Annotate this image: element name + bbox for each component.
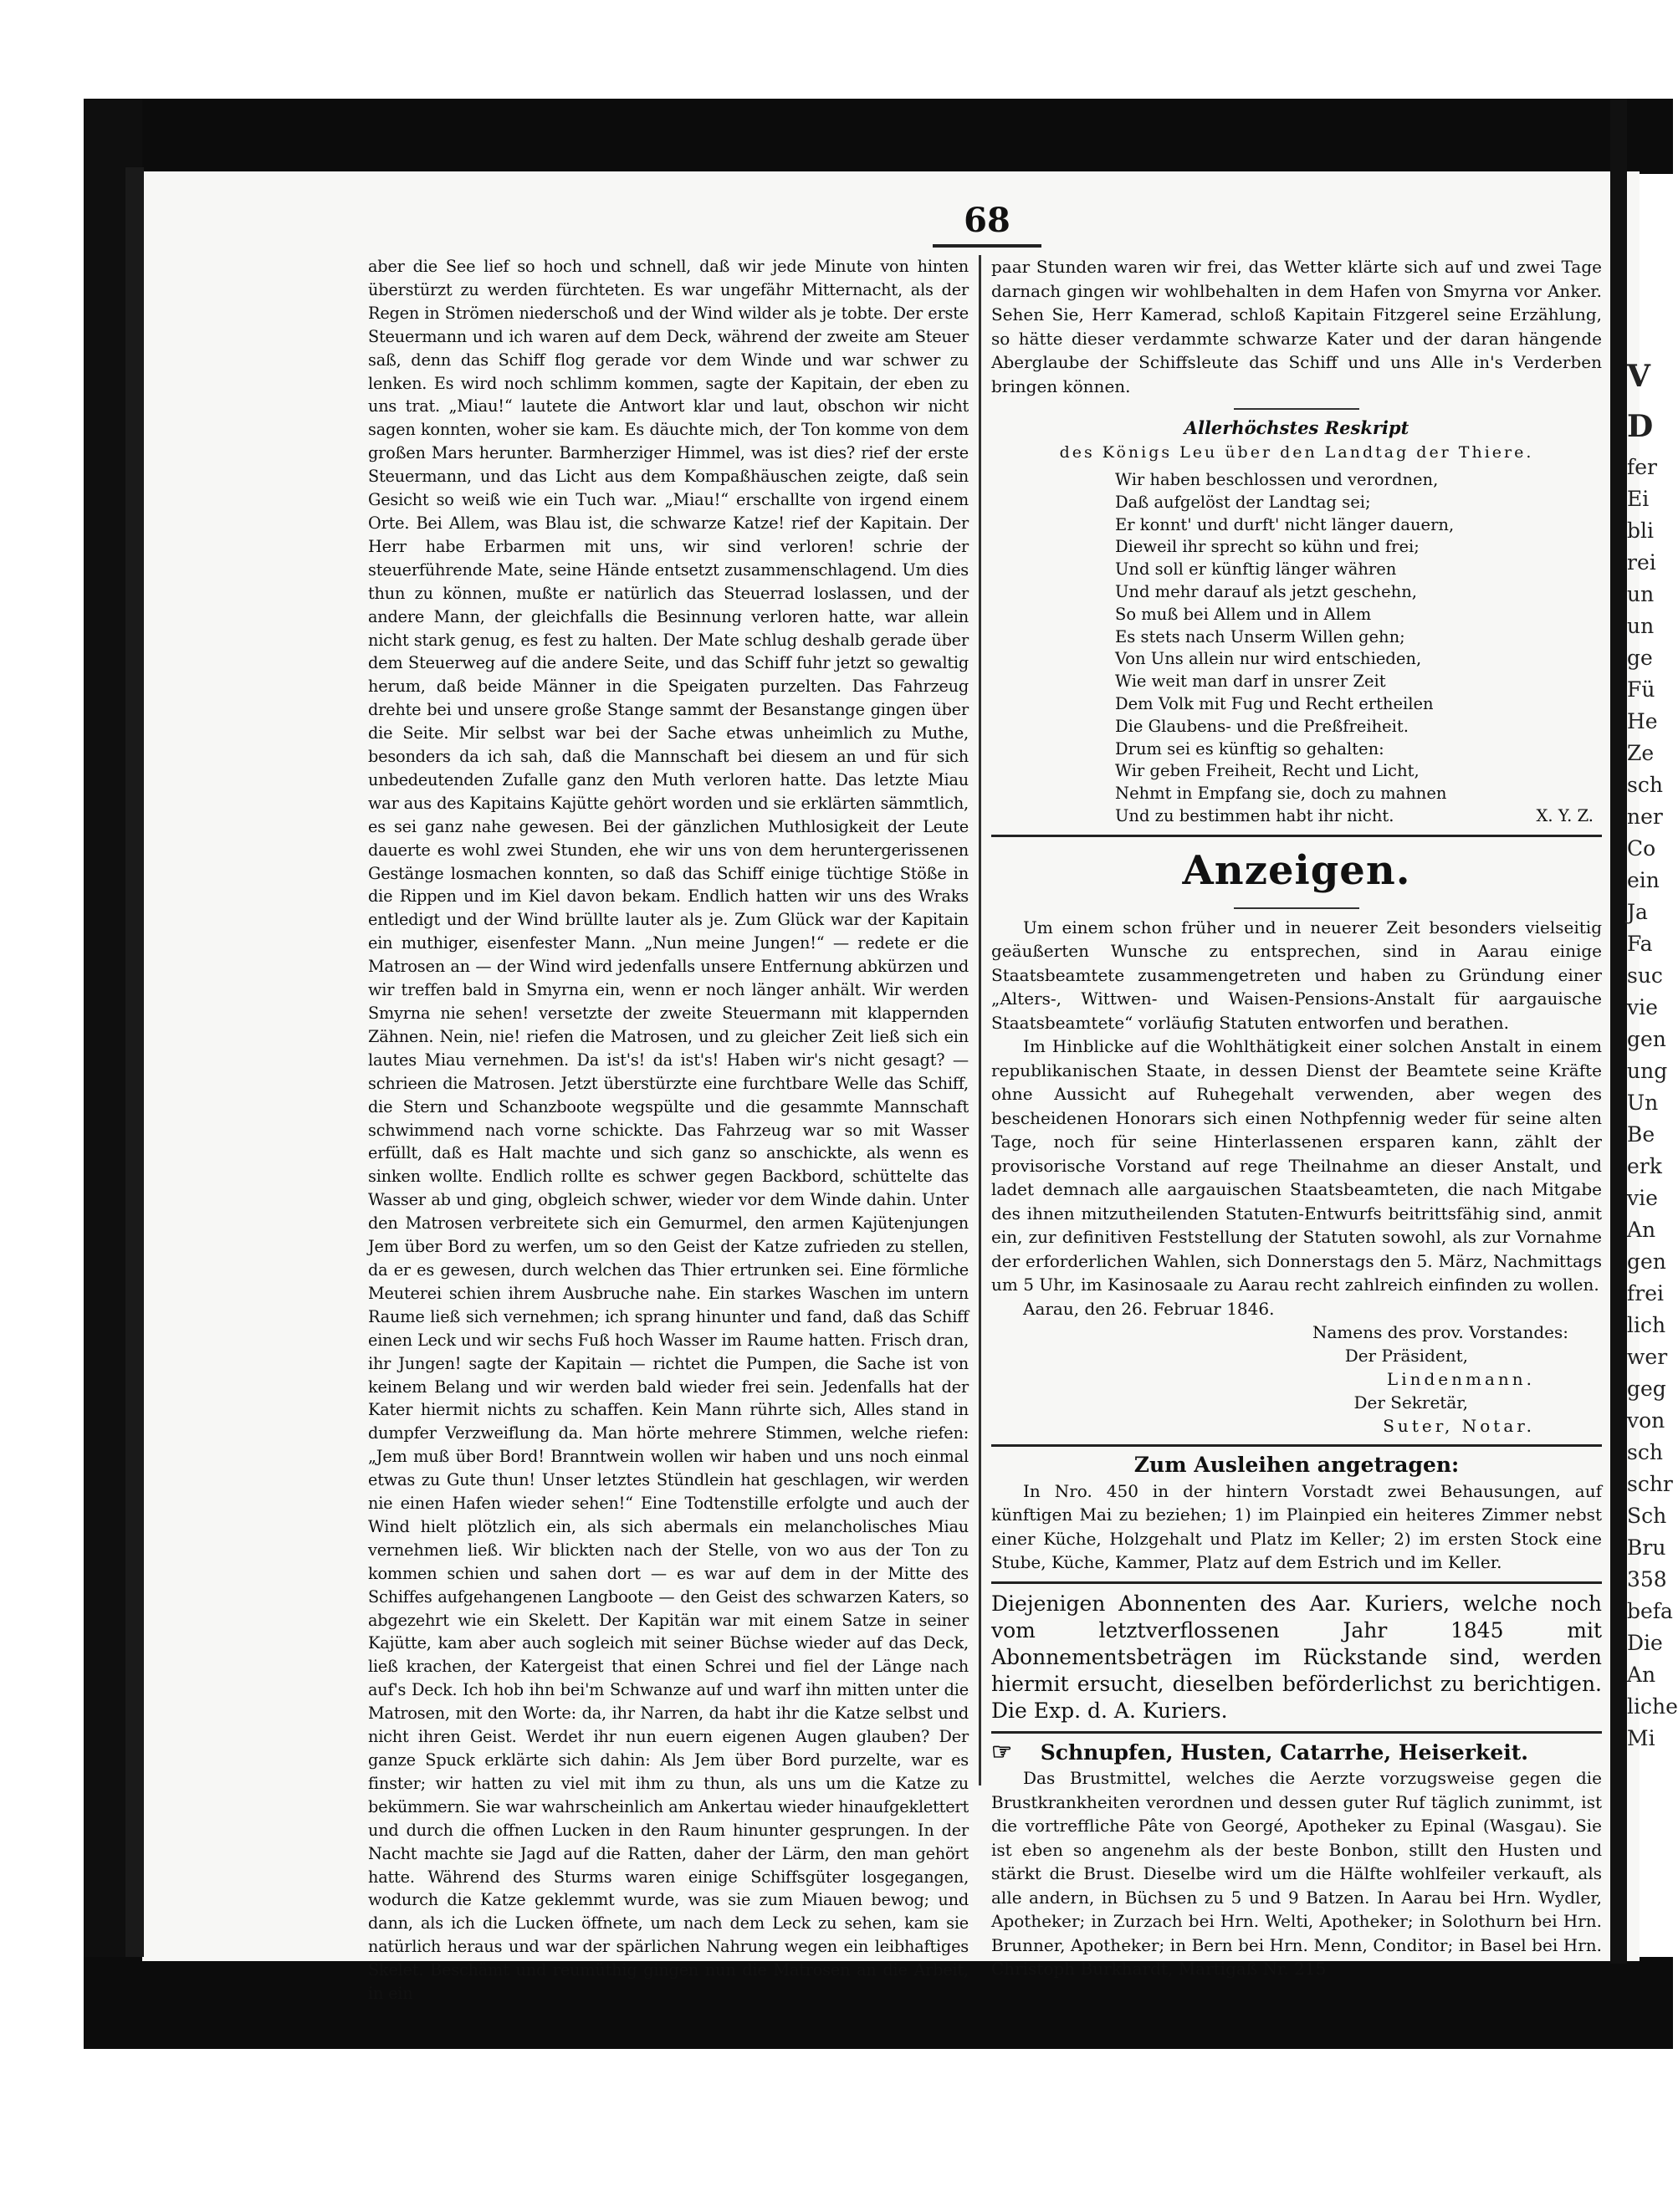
poem-line: Nehmt in Empfang sie, doch zu mahnen: [1115, 784, 1447, 804]
poem-line: Und zu bestimmen habt ihr nicht.: [1115, 805, 1394, 825]
reskript-subtitle: des Königs Leu über den Landtag der Thiere.: [1059, 442, 1534, 462]
neighbor-fragment: geg: [1627, 1377, 1666, 1401]
section-rule: [1234, 907, 1359, 909]
book-edge: [125, 167, 144, 1957]
anzeige-paragraph-1: Um einem schon früher und in neuerer Zeit besonders vielseitig geäußerten Wunsche zu entsprechen, sind in Aarau einige Staatsbeamtete zusammengetreten und haben zu Gründung einer „Alters-, Wittwen- und Waisen-Pensions-Anstalt für aargauische Staatsbeamtete“ vorläufig Statuten entworfen und berathen.: [991, 917, 1602, 1033]
pointing-hand-icon: ☞: [991, 1737, 1013, 1765]
section-rule: [991, 1731, 1602, 1734]
section-rule: [1234, 408, 1359, 410]
neighbor-fragment: ein: [1627, 868, 1660, 892]
page-number: 68: [964, 201, 1010, 240]
section-rule: [991, 835, 1602, 837]
reskript-title: Allerhöchstes Reskript: [1184, 417, 1409, 438]
neighbor-fragment: Ja: [1627, 900, 1648, 924]
neighbor-fragment: V: [1627, 359, 1650, 394]
ausleihen-heading: Zum Ausleihen angetragen:: [1133, 1453, 1460, 1478]
ad-title-text: Schnupfen, Husten, Catarrhe, Heiserkeit.: [1040, 1739, 1528, 1765]
neighbor-fragment: Fa: [1627, 932, 1653, 956]
neighbor-fragment: Co: [1627, 836, 1656, 861]
signature-line: Der Präsident,: [1344, 1346, 1468, 1367]
neighbor-fragment: Die: [1627, 1631, 1663, 1655]
poem-line: Wir haben beschlossen und verordnen,: [1115, 470, 1439, 489]
poem-line: Wie weit man darf in unsrer Zeit: [1115, 672, 1386, 692]
neighbor-fragment: Ze: [1627, 741, 1655, 765]
scan-top-margin: [0, 0, 1673, 100]
poem-line: Die Glaubens- und die Preßfreiheit.: [1115, 716, 1409, 736]
signature-line: Lindenmann.: [1386, 1369, 1535, 1390]
neighbor-fragment: rei: [1627, 550, 1656, 575]
neighbor-fragment: vie: [1627, 995, 1658, 1019]
neighbor-fragment: An: [1627, 1663, 1656, 1687]
right-column: [991, 255, 1602, 1980]
neighbor-fragment: Un: [1627, 1091, 1659, 1115]
anzeigen-heading: Anzeigen.: [1182, 846, 1411, 894]
neighbor-fragment: fer: [1627, 455, 1657, 479]
poem-line: Von Uns allein nur wird entschieden,: [1115, 649, 1422, 669]
ausleihen-text: In Nro. 450 in der hintern Vorstadt zwei Behausungen, auf künftigen Mai zu beziehen; 1) im Plainpied ein heiteres Zimmer nebst einer Küche, Holzgehalt und Platz im Keller; 2) im ersten Stock eine Stube, Küche, Kammer, Platz auf dem Estrich und im Keller.: [991, 1480, 1602, 1573]
neighbor-fragment: 358: [1627, 1567, 1667, 1591]
neighbor-fragment: liche: [1627, 1694, 1678, 1719]
neighbor-fragment: erk: [1627, 1154, 1662, 1178]
poem-line: So muß bei Allem und in Allem: [1115, 604, 1372, 624]
neighbor-fragment: befa: [1627, 1599, 1673, 1623]
neighbor-fragment: schr: [1627, 1472, 1673, 1496]
neighbor-fragment: vie: [1627, 1186, 1658, 1210]
ad-heading: [991, 1737, 1602, 1765]
neighbor-fragment: sch: [1627, 1440, 1663, 1464]
neighbor-fragment: von: [1627, 1408, 1665, 1433]
left-column-story: [368, 255, 969, 2004]
neighbor-fragment: Sch: [1627, 1504, 1667, 1528]
story-ending: paar Stunden waren wir frei, das Wetter klärte sich auf und zwei Tage darnach gingen wir wohlbehalten in dem Hafen von Smyrna vor Anker. Sehen Sie, Herr Kamerad, schloß Kapitain Fitzgerel seine Erzählung, so hätte dieser verdammte schwarze Kater und der daran hängende Aberglaube der Schiffsleute das Schiff und uns Alle in's Verderben bringen können.: [991, 257, 1602, 396]
page-number-rule: [933, 244, 1041, 248]
neighbor-fragment: gen: [1627, 1249, 1666, 1274]
poem-line: Drum sei es künftig so gehalten:: [1115, 738, 1384, 759]
poem-line: Und mehr darauf als jetzt geschehn,: [1115, 581, 1417, 601]
story-paragraph: aber die See lief so hoch und schnell, daß wir jede Minute von hinten überstürzt zu werden fürchteten. Es war ungefähr Mitternacht, als der Regen in Strömen niederschoß und der Wind wilder als je tobte. Der erste Steuermann und ich waren auf dem Deck, während der zweite am Steuer saß, denn das Schiff flog gerade vor dem Winde und war schwer zu lenken. Es wird noch schlimm kommen, sagte der Kapitain, der eben zu uns trat. „Miau!“ lautete die Antwort klar und laut, obschon wir nicht sagen konnten, woher sie kam. Es däuchte mich, der Ton komme von dem großen Mars herunter. Barmherziger Himmel, was ist dies? rief der erste Steuermann, und das Licht aus dem Kompaßhäuschen zeigte, daß sein Gesicht so weiß wie ein Tuch war. „Miau!“ erschallte von irgend einem Orte. Bei Allem, was Blau ist, die schwarze Katze! rief der Kapitain. Der Herr habe Erbarmen mit uns, wir sind verloren! schrie der steuerführende Mate, seine Hände entsetzt zusammenschlagend. Um dies thun zu können, mußte er natürlich das Steuerrad loslassen, und der andere Mann, der gleichfalls die Besinnung verloren hatte, war allein nicht stark genug, es fest zu halten. Der Mate schlug deshalb gerade über dem Steuerweg auf die andere Seite, und das Schiff fuhr jetzt so gewaltig herum, daß beide Männer in die Speigaten purzelten. Das Fahrzeug drehte bei und unsere große Stange sammt der Besanstange gingen über die Seite. Mir selbst war bei der Sache etwas unheimlich zu Muthe, besonders da ich sah, daß die Mannschaft bei diesem an und für sich unbedeutenden Zufalle ganz den Muth verloren hatte. Das letzte Miau war aus des Kapitains Kajütte gehört worden und sie erklärten sämmtlich, es sei ganz nahe gewesen. Bei der gänzlichen Muthlosigkeit der Leute dauerte es wohl zwei Stunden, ehe wir uns von dem heruntergerissenen Gestänge losmachen konnten, so daß das Schiff einige tüchtige Stöße in die Rippen und im Kiel davon bekam. Endlich hatten wir uns des Wraks entledigt und der Wind brüllte lauter als je. Zum Glück war der Kapitain ein muthiger, eisenfester Mann. „Nun meine Jungen!“ — redete er die Matrosen an — der Wind wird jedenfalls unsere Entfernung abkürzen und wir treffen bald in Smyrna ein, wenn er noch länger anhält. Wir werden Smyrna nie sehen! versetzte der zweite Steuermann mit klappernden Zähnen. Nein, nie! riefen die Matrosen, und zu gleicher Zeit ließ sich ein lautes Miau vernehmen. Da ist's! da ist's! Haben wir's nicht gesagt? — schrieen die Matrosen. Jetzt überstürzte eine furchtbare Welle das Schiff, die Stern und Schanzboote wegspülte und die gesammte Mannschaft schwimmend nach vorne schickte. Das Fahrzeug war so mit Wasser erfüllt, daß es Halt machte und sich ganz so anschickte, als wenn es sinken wollte. Endlich rollte es schwer gegen Backbord, schüttelte das Wasser ab und ging, obgleich schwer, wieder vor dem Winde dahin. Unter den Matrosen verbreitete sich ein Gemurmel, den armen Kajütenjungen Jem über Bord zu werfen, um so den Geist der Katze zufrieden zu stellen, da er es gewesen, durch welchen das Thier ertrunken sei. Eine förmliche Meuterei schien ihrem Ausbruche nahe. Ein starkes Waschen im untern Raume ließ sich vernehmen; ich sprang hinunter und fand, daß das Schiff einen Leck und wir sechs Fuß hoch Wasser im Raume hatten. Frisch dran, ihr Jungen! sagte der Kapitain — richtet die Pumpen, die Sache ist von keinem Belang und wir werden bald wieder frei sein. Jedenfalls hat der Kater hiermit nichts zu schaffen. Kein Mann rührte sich, Alles stand in dumpfer Verzweiflung da. Man hörte mehrere Stimmen, welche riefen: „Jem muß über Bord! Branntwein wollen wir haben und uns noch einmal etwas zu Gute thun! Unser letztes Stündlein hat geschlagen, wir werden nie einen Hafen wieder sehen!“ Eine Todtenstille erfolgte und auch der Wind hielt plötzlich ein, als sich abermals ein melancholisches Miau vernehmen ließ. Wir blickten nach der Stelle, von wo aus der Ton zu kommen schien und sahen dort — es war auf dem in der Mitte des Schiffes aufgehangenen Langboote — den Geist des schwarzen Katers, so abgezehrt wie ein Skelett. Der Kapitän war mit einem Satze in seiner Kajütte, kam aber auch sogleich mit seiner Büchse wieder auf das Deck, ließ krachen, der Katergeist that einen Schrei und fiel der Länge nach auf's Deck. Ich hob ihn bei'm Schwanze auf und warf ihn mitten unter die Matrosen, mit den Worte: da, ihr Narren, da habt ihr die Katze selbst und nicht ihren Geist. Werdet ihr nun euern eigenen Augen glauben? Der ganze Spuck erklärte sich dahin: Als Jem über Bord purzelte, war es finster; wir hatten zu viel mit ihm zu thun, als uns um die Katze zu bekümmern. Sie war wahrscheinlich am Ankertau wieder hinaufgeklettert und durch die offnen Lucken in den Raum hinunter gesprungen. In der Nacht machte sie Jagd auf die Ratten, daher der Lärm, den man gehört hatte. Während des Sturms waren einige Schiffsgüter losgegangen, wodurch die Katze geklemmt wurde, was sie zum Miauen bewog; und dann, als ich die Lucken öffnete, um nach dem Leck zu sehen, kam sie natürlich heraus und war der spärlichen Nahrung wegen ein leibhaftiges Skelet. Beschämt und reumüthig gingen nun die Matrosen an die Arbeit, in ein: [368, 257, 969, 2004]
signature-line: Der Sekretär,: [1353, 1392, 1468, 1413]
neighbor-fragment: An: [1627, 1218, 1656, 1242]
abonnenten-notice: [991, 1591, 1602, 1724]
poem-line: Er konnt' und durft' nicht länger dauern,: [1115, 514, 1455, 534]
neighbor-fragment: bli: [1627, 519, 1654, 543]
neighbor-fragment: Ei: [1627, 487, 1650, 511]
anzeige-date: Aarau, den 26. Februar 1846.: [1023, 1298, 1275, 1319]
neighbor-fragment: ung: [1627, 1059, 1668, 1083]
section-rule: [991, 1444, 1602, 1447]
neighbor-fragment: Be: [1627, 1122, 1655, 1147]
neighbor-fragment: D: [1627, 409, 1654, 444]
neighbor-fragment: Bru: [1627, 1535, 1666, 1560]
neighbor-fragment: Mi: [1627, 1726, 1655, 1750]
neighbor-fragment: frei: [1627, 1281, 1664, 1305]
neighbor-fragment: He: [1627, 709, 1658, 733]
column-divider: [979, 255, 981, 1785]
neighbor-fragment: gen: [1627, 1027, 1666, 1051]
reskript-poem: [1115, 469, 1602, 828]
poem-line: Es stets nach Unserm Willen gehn;: [1115, 626, 1405, 646]
neighbor-fragment: wer: [1627, 1345, 1668, 1369]
neighbor-fragment: un: [1627, 582, 1655, 606]
poem-line: Daß aufgelöst der Landtag sei;: [1115, 492, 1371, 512]
neighbor-fragment: un: [1627, 614, 1655, 638]
neighbor-page-fragments: [1627, 351, 1678, 1940]
poem-line: Dieweil ihr sprecht so kühn und frei;: [1115, 537, 1420, 557]
ad-text: Das Brustmittel, welches die Aerzte vorzugsweise gegen die Brustkrankheiten verordnen und dessen guter Ruf täglich zunimmt, ist die vortreffliche Pâte von Georgé, Apotheker zu Epinal (Wasgau). Sie ist eben so angenehm als der beste Bonbon, stillt den Husten und stärkt die Brust. Dieselbe wird um die Hälfte wohlfeiler verkauft, als alle andern, in Büchsen zu 5 und 9 Batzen. In Aarau bei Hrn. Wydler, Apotheker; in Zurzach bei Hrn. Welti, Apotheker; in Solothurn bei Hrn. Brunner, Apotheker; in Bern bei Hrn. Menn, Conditor; in Basel bei Hrn. Christoph Burkhardt, Martigaß Nr. 215: [991, 1768, 1602, 1980]
neighbor-fragment: Fü: [1627, 677, 1655, 702]
poem-line: Und soll er künftig länger währen: [1115, 559, 1397, 580]
signature-line: Suter, Notar.: [1383, 1416, 1535, 1437]
neighbor-fragment: lich: [1627, 1313, 1666, 1337]
neighbor-fragment: ge: [1627, 646, 1653, 670]
poem-line: Dem Volk mit Fug und Recht ertheilen: [1115, 693, 1434, 713]
scan-dark-band-top: [84, 99, 1673, 174]
anzeige-paragraph-2: Im Hinblicke auf die Wohlthätigkeit einer solchen Anstalt in einem republikanischen Staate, in dessen Dienst der Beamtete seine Kräfte ohne Aussicht auf Ruhegehalt verwenden, aber wegen des bescheidenen Honorars sich einen Nothpfennig weder für seine alten Tage, noch für seine Hinterlassenen ersparen kann, zählt der provisorische Vorstand auf rege Theilnahme an dieser Anstalt, und ladet demnach alle aargauischen Staatsbeamteten, die nach Mitgabe des ihnen mitzutheilenden Statuten-Entwurfs beitrittsfähig sind, anmit ein, zur definitiven Feststellung der Statuten sowohl, als zur Vornahme der erforderlichen Wahlen, sich Donnerstags den 5. März, Nachmittags um 5 Uhr, im Kasinosaale zu Aarau recht zahlreich einfinden zu wollen.: [991, 1036, 1602, 1295]
book-gutter: [1610, 99, 1627, 1964]
poem-line: Wir geben Freiheit, Recht und Licht,: [1115, 761, 1420, 781]
neighbor-fragment: suc: [1627, 963, 1663, 988]
neighbor-fragment: sch: [1627, 773, 1663, 797]
signature-line: Namens des prov. Vorstandes:: [1312, 1322, 1568, 1343]
neighbor-fragment: ner: [1627, 805, 1663, 829]
anzeige-signature: [991, 1321, 1602, 1438]
abonnenten-signature: Die Exp. d. A. Kuriers.: [991, 1698, 1228, 1723]
poem-signature: X. Y. Z.: [1536, 805, 1594, 825]
abonnenten-text: Diejenigen Abonnenten des Aar. Kuriers, welche noch vom letztverflossenen Jahr 1845 mit Abonnementsbeträgen im Rückstande sind, werden hiermit ersucht, dieselben beförderlichst zu berichtigen.: [991, 1591, 1602, 1696]
section-rule: [991, 1581, 1602, 1584]
